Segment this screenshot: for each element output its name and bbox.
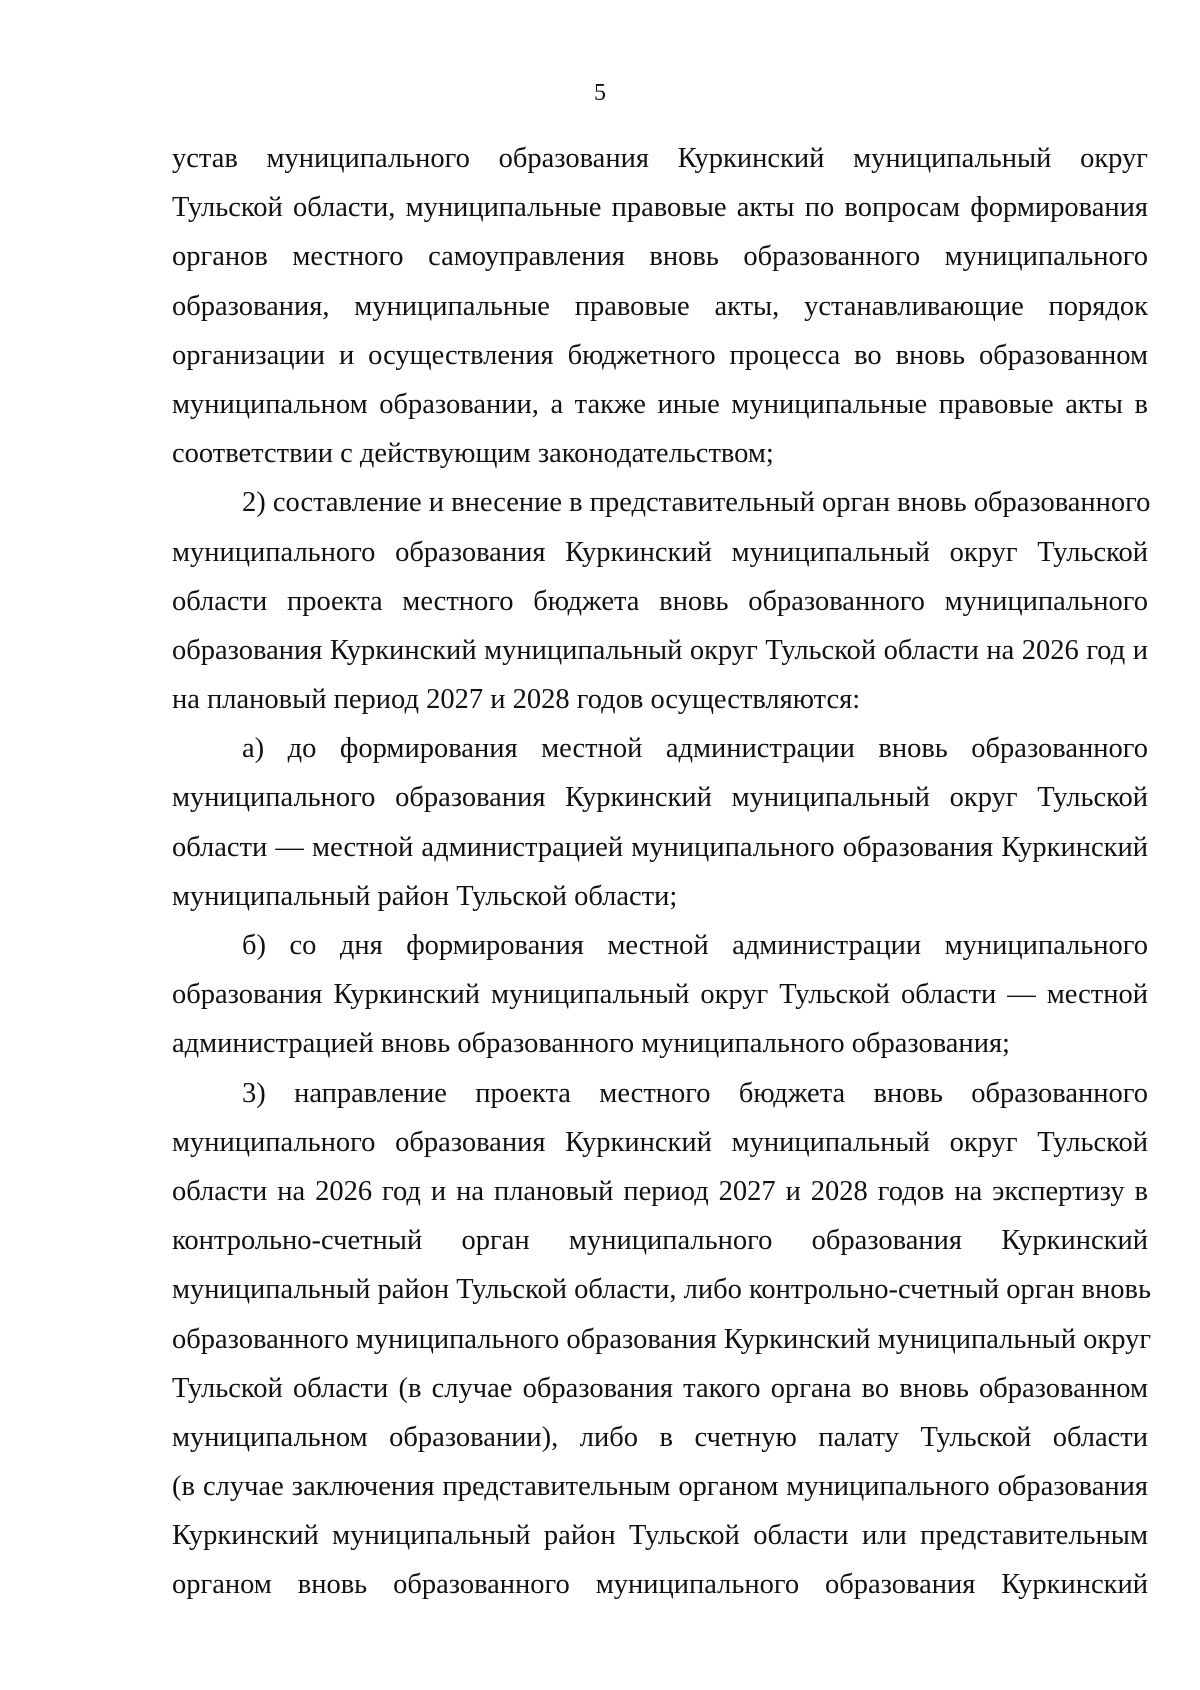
text-line: Тульской области (в случае образования такого органа во вновь образованном [172,1372,1148,1404]
text-line: контрольно-счетный орган муниципального образования Куркинский [172,1225,1148,1257]
text-line: муниципальный район Тульской области; [172,880,678,912]
text-line: области на 2026 год и на плановый период 2027 и 2028 годов на экспертизу в [172,1175,1148,1207]
text-line: Тульской области, муниципальные правовые акты по вопросам формирования [172,192,1148,224]
text-line: (в случае заключения представительным органом муниципального образования [172,1471,1148,1503]
text-line: области — местной администрацией муниципального образования Куркинский [172,831,1148,863]
text-line: б) со дня формирования местной администрации муниципального [242,930,1148,961]
text-line: органом вновь образованного муниципального образования Куркинский [172,1569,1148,1601]
paragraph-2 [172,478,1151,724]
text-line: муниципального образования Куркинский муниципальный округ Тульской [172,536,1148,568]
text-line: 3) направление проекта местного бюджета вновь образованного [242,1077,1148,1109]
text-line: а) до формирования местной администрации вновь образованного [242,733,1148,765]
text-line: образования, муниципальные правовые акты, устанавливающие порядок [172,290,1148,322]
text-line: организации и осуществления бюджетного процесса во вновь образованном [172,339,1148,371]
text-line: муниципального образования Куркинский муниципальный округ Тульской [172,782,1148,814]
paragraph-3 [172,724,1148,921]
paragraph-4 [172,921,1148,1069]
text-line: устав муниципального образования Куркинский муниципальный округ [172,143,1148,174]
text-line: образованного муниципального образования Куркинский муниципальный округ [172,1323,1152,1355]
text-line: администрацией вновь образованного муниципального образования; [172,1028,1010,1060]
paragraph-1 [172,134,1148,478]
text-line: муниципального образования Куркинский муниципальный округ Тульской [172,1126,1148,1158]
text-line: образования Куркинский муниципальный округ Тульской области — местной [172,979,1148,1011]
text-line: муниципальном образовании, а также иные муниципальные правовые акты в [172,388,1148,420]
text-line: 2) составление и внесение в представительный орган вновь образованного [242,487,1151,519]
text-line: муниципальном образовании), либо в счетную палату Тульской области [172,1421,1148,1453]
text-line: образования Куркинский муниципальный округ Тульской области на 2026 год и [172,634,1148,666]
paragraph-5 [172,1069,1152,1610]
page-number: 5 [594,80,606,106]
text-line: на плановый период 2027 и 2028 годов осуществляются: [172,684,861,716]
document-body [172,134,1152,1610]
text-line: органов местного самоуправления вновь образованного муниципального [172,241,1148,273]
text-line: области проекта местного бюджета вновь образованного муниципального [172,585,1148,617]
text-line: муниципальный район Тульской области, либо контрольно-счетный орган вновь [172,1274,1151,1306]
text-line: соответствии с действующим законодательством; [172,438,774,470]
text-line: Куркинский муниципальный район Тульской области или представительным [172,1520,1148,1552]
